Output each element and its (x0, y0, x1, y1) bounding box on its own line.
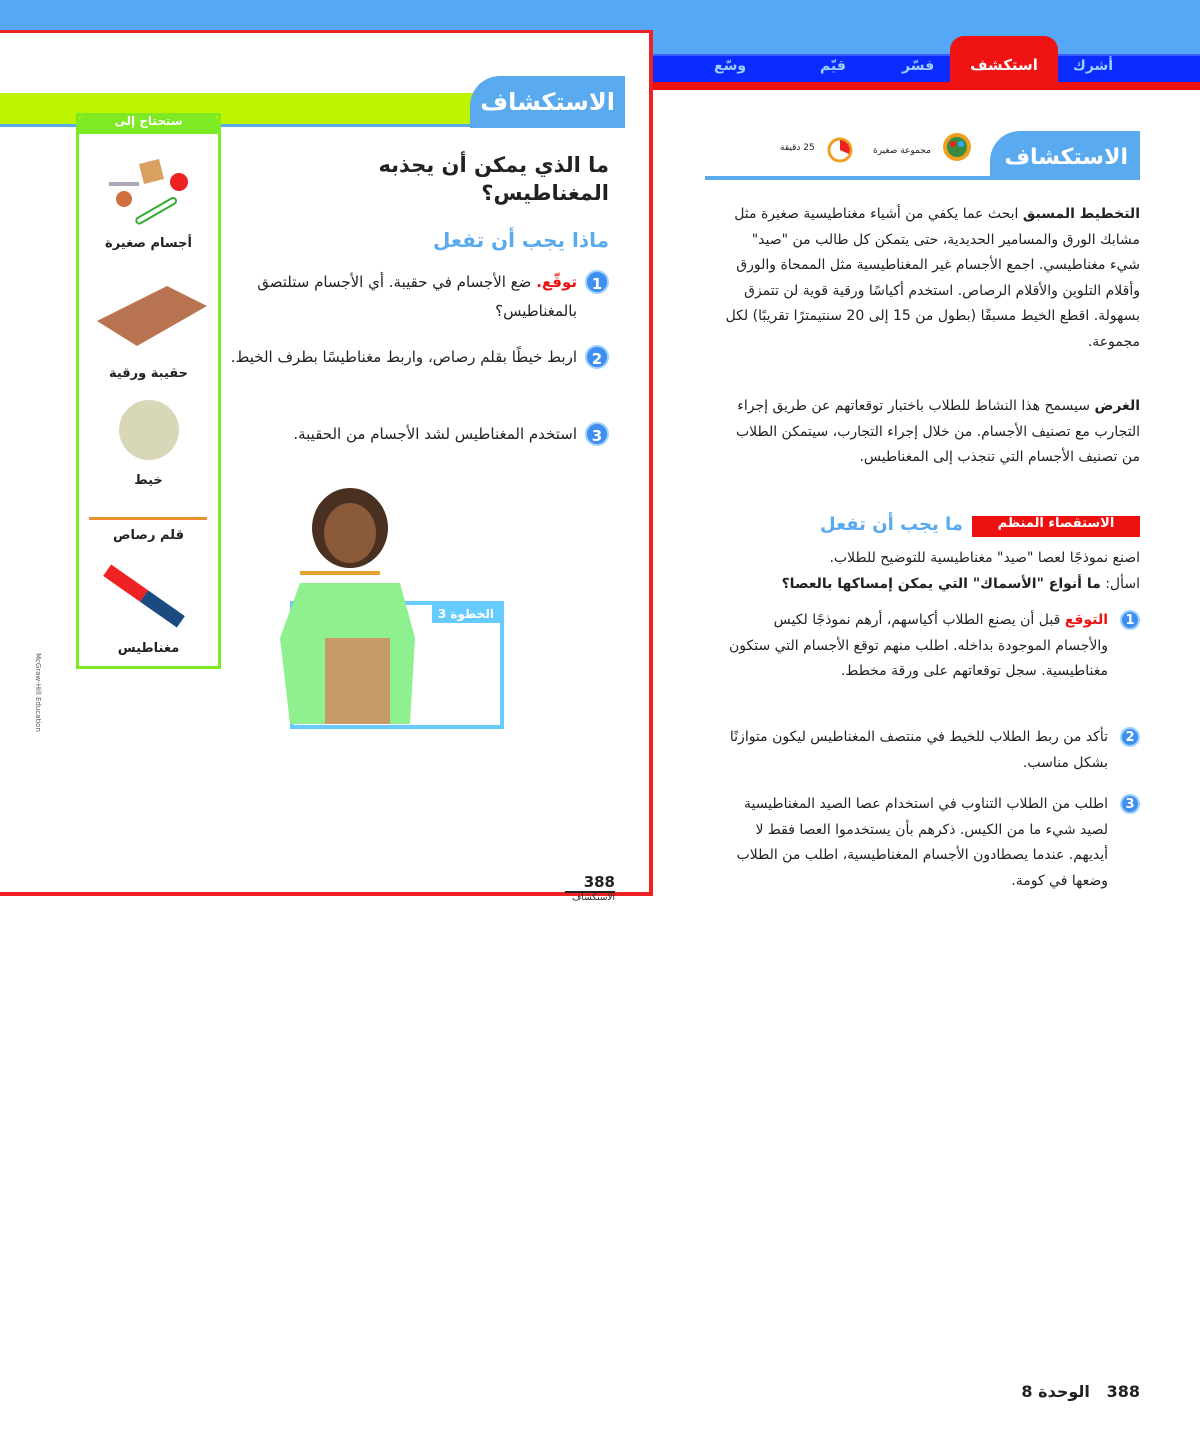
nav-underline (652, 82, 1200, 90)
step-box-number: 3 (437, 607, 447, 621)
material-pencil: قلم رصاص (113, 528, 184, 543)
timer-icon (826, 136, 854, 164)
step-lead: توقّع. (536, 273, 577, 291)
what-to-do-heading: ماذا يجب أن تفعل (433, 228, 609, 252)
purpose-label: الغرض (1094, 398, 1140, 414)
material-magnet: مغناطيس (117, 641, 180, 656)
materials-box (76, 113, 221, 669)
teacher-step-2 (720, 725, 1140, 776)
step-text: تأكد من ربط الطلاب للخيط في منتصف المغناطيس ليكون متوازنًا بشكل مناسب. (729, 729, 1108, 771)
step-box-label: الخطوة (450, 607, 494, 621)
header-rule (705, 176, 1140, 180)
tab-explore[interactable]: استكشف (950, 36, 1058, 88)
intro-text: اصنع نموذجًا لعصا "صيد" مغناطيسية للتوضيح للطلاب. (829, 550, 1140, 566)
step-lead: التوقع (1064, 612, 1108, 628)
ask-label: اسأل: (1100, 575, 1140, 592)
step-3 (229, 420, 609, 449)
group-icon (942, 132, 972, 162)
step-text: اطلب من الطلاب التناوب في استخدام عصا الصيد المغناطيسية لصيد شيء ما من الكيس. ذكرهم بأن يستخدموا العصا فقط لا أيديهم. عندما يصطادون الأجسام المغناطيسية، اطلب من الطلاب وضعها في كومة. (736, 796, 1108, 889)
page-number: 388 (565, 873, 615, 893)
planning-text: ابحث عما يكفي من أشياء مغناطيسية صغيرة مثل مشابك الورق والمسامير الحديدية، حتى يتمكن كل طالب من "صيد" شيء مغناطيسي. اجمع الأجسام غير المغناطيسية مثل الممحاة والورق وأقلام التلوين والأقلام الرصاص. استخدم أكياسًا ورقية قوية لن تتمزق بسهولة. اقطع الخيط مسبقًا (بطول من 15 إلى 20 سنتيمترًا تقريبًا) لكل مجموعة. (725, 206, 1140, 350)
paper-bag-image (97, 281, 207, 351)
magnet-image (99, 561, 189, 631)
teacher-header: الاستكشاف (990, 131, 1140, 177)
page-footer (1021, 1382, 1140, 1401)
planning-paragraph (720, 202, 1140, 355)
question-title: ما الذي يمكن أن يجذبه المغناطيس؟ (378, 153, 609, 205)
page-section: الاستكشاف (572, 893, 615, 903)
purpose-paragraph (720, 394, 1140, 471)
material-string: خيط (134, 473, 163, 488)
step-number-icon: 2 (1120, 727, 1140, 747)
step-text: اربط خيطًا بقلم رصاص، واربط مغناطيسًا بطرف الخيط. (230, 348, 577, 366)
step-text: ضع الأجسام في حقيبة. أي الأجسام ستلتصق بالمغناطيس؟ (257, 273, 577, 320)
inquiry-badge: الاستقصاء المنظم (972, 516, 1140, 537)
step-2 (229, 343, 609, 372)
step-number-icon: 3 (1120, 794, 1140, 814)
student-page (0, 30, 653, 903)
credit: McGraw-Hill Education (34, 653, 42, 732)
step-text: قبل أن يصنع الطلاب أكياسهم، أرهم نموذجًا لكيس والأجسام الموجودة بداخله. اطلب منهم توقع الأجسام التي ستكون مغناطيسية. سجل توقعاتهم على ورقة مخطط. (728, 612, 1108, 679)
header-band (0, 93, 500, 127)
group-size: مجموعة صغيرة (873, 146, 931, 156)
purpose-text: سيسمح هذا النشاط للطلاب باختبار توقعاتهم عن طريق إجراء التجارب مع تصنيف الأجسام. من خلال إجراء التجارب، سيتمكن الطلاب من تصنيف الأجسام التي تنجذب إلى المغناطيس. (735, 398, 1140, 465)
step-number-icon: 1 (1120, 610, 1140, 630)
step-number-icon: 1 (585, 270, 609, 294)
girl-with-magnet-photo (270, 488, 420, 724)
string-ball-image (114, 398, 184, 463)
teacher-step-1 (720, 608, 1140, 685)
step-number-icon: 3 (585, 422, 609, 446)
step-number-icon: 2 (585, 345, 609, 369)
tab-evaluate[interactable]: قيّم (820, 58, 846, 74)
duration: 25 دقيقة (780, 143, 815, 153)
planning-label: التخطيط المسبق (1022, 206, 1140, 222)
pencil-image (89, 517, 207, 520)
small-objects-image (104, 154, 194, 229)
ask-question: ما أنواع "الأسماك" التي يمكن إمساكها بالعصا؟ (781, 575, 1101, 592)
teacher-step-3 (720, 792, 1140, 894)
material-small-objects: أجسام صغيرة (105, 236, 192, 251)
what-to-do-heading: ما يجب أن تفعل (820, 514, 963, 535)
tab-extend[interactable]: وسّع (714, 58, 747, 74)
intro-paragraph (720, 546, 1140, 597)
footer-page: 388 (1106, 1382, 1140, 1401)
materials-title: ستحتاج إلى (79, 114, 218, 134)
material-paper-bag: حقيبة ورقية (108, 366, 188, 381)
page-header: الاستكشاف (470, 76, 625, 128)
tab-engage[interactable]: أشرك (1073, 58, 1114, 74)
step-1 (229, 268, 609, 326)
footer-unit: الوحدة 8 (1021, 1382, 1090, 1401)
step-text: استخدم المغناطيس لشد الأجسام من الحقيبة. (293, 425, 577, 443)
tab-explain[interactable]: فسّر (902, 58, 935, 74)
